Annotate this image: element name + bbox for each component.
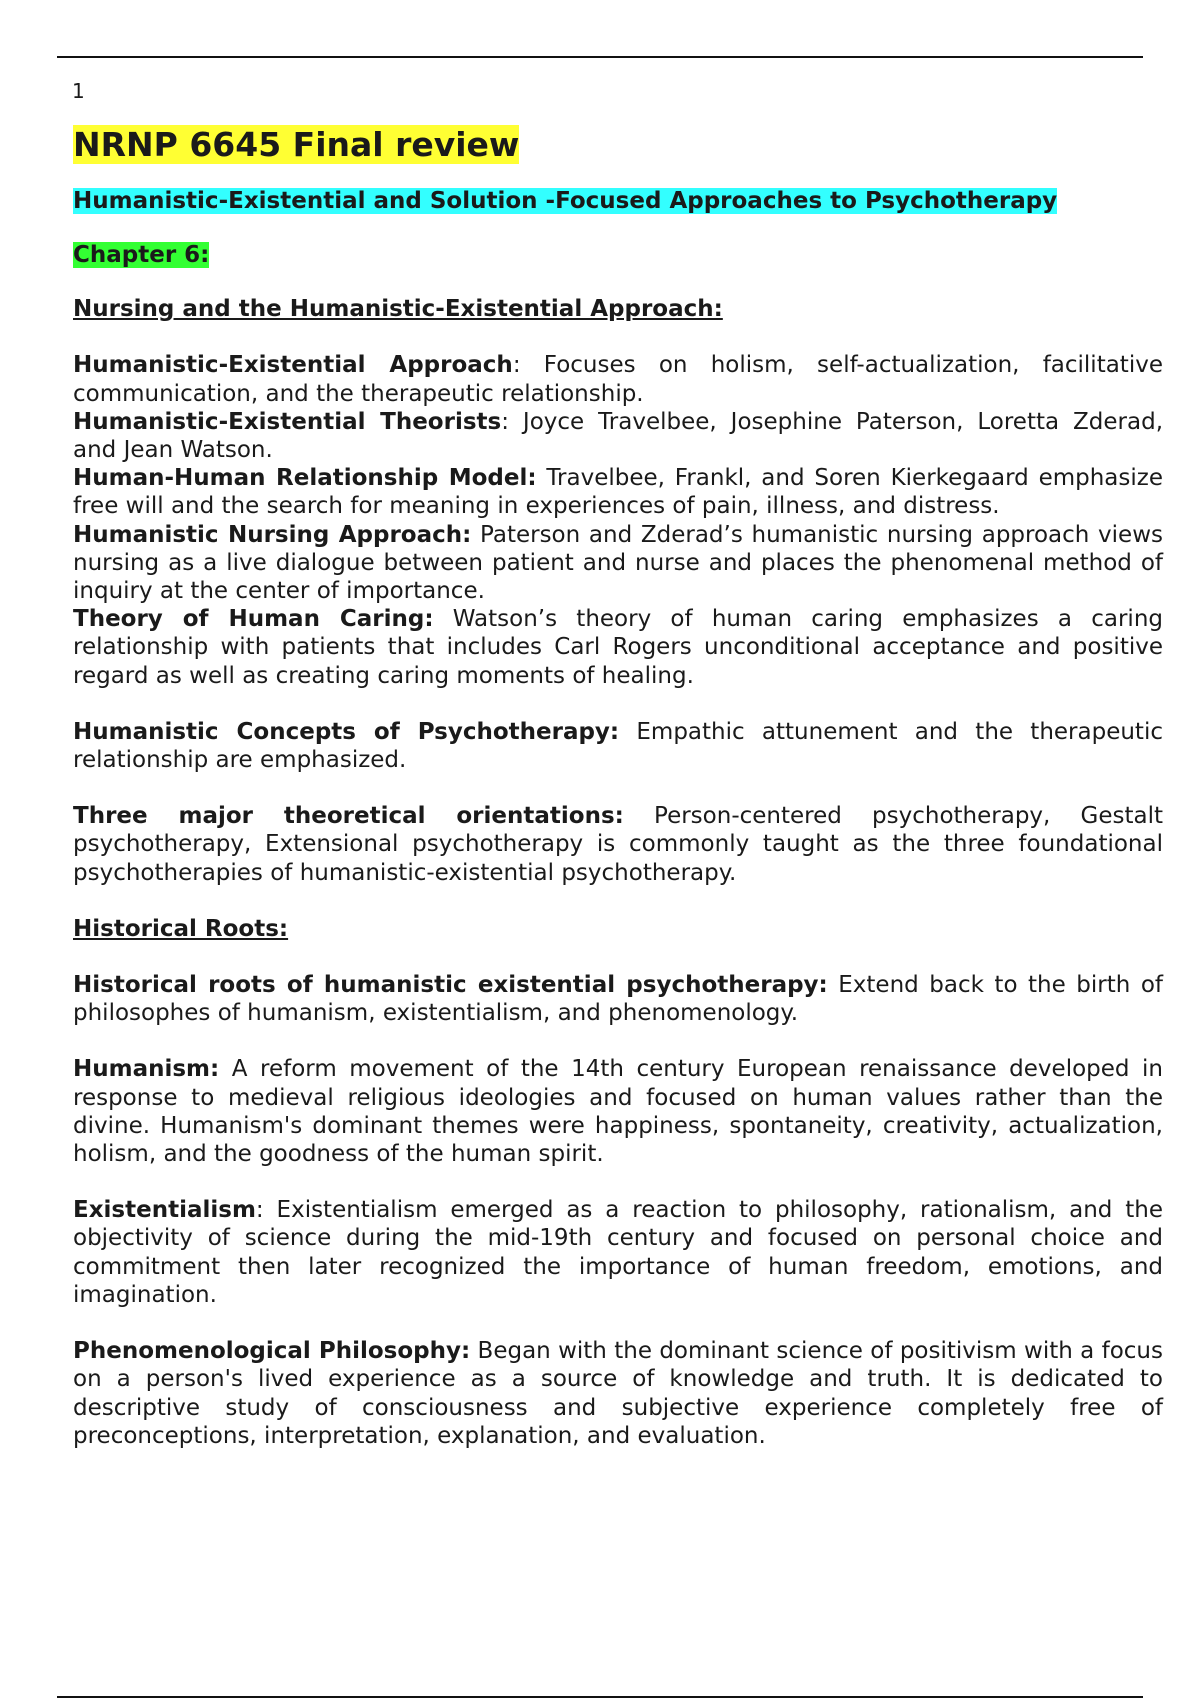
page-number: 1 [72, 79, 85, 103]
document-body [73, 125, 1163, 1450]
chapter-label: Chapter 6: [73, 242, 210, 268]
roots-paragraph: Historical roots of humanistic existential psychotherapy: Extend back to the birth of philosophes of humanism, existentialism, and phenomenology. [73, 972, 1163, 1027]
top-rule [57, 56, 1143, 58]
humanism-paragraph: Humanism: A reform movement of the 14th century European renaissance developed in response to medieval religious ideologies and focused on human values rather than the divine. Humanism's dominant themes were happiness, spontaneity, creativity, actualization, holism, and the goodness of the human spirit. [73, 1056, 1163, 1168]
definition-paragraph: Humanistic-Existential Theorists: Joyce Travelbee, Josephine Paterson, Loretta Zderad, and Jean Watson. [73, 408, 1164, 464]
phenomenology-paragraph: Phenomenological Philosophy: Began with the dominant science of positivism with a focus on a person's lived experience as a source of knowledge and truth. It is dedicated to descriptive study of consciousness and subjective experience completely free of preconceptions, interpretation, explanation, and evaluation. [73, 1338, 1163, 1449]
definition-paragraph: Human-Human Relationship Model: Travelbee, Frankl, and Soren Kierkegaard emphasize free will and the search for meaning in experiences of pain, illness, and distress. [73, 465, 1163, 520]
bottom-rule [57, 1696, 1143, 1698]
definition-paragraph: Humanistic Nursing Approach: Paterson and Zderad’s humanistic nursing approach views nursing as a live dialogue between patient and nurse and places the phenomenal method of inquiry at the center of importance. [73, 521, 1163, 605]
document-title: NRNP 6645 Final review [73, 125, 520, 164]
existentialism-paragraph: Existentialism: Existentialism emerged as a reaction to philosophy, rationalism, and the objectivity of science during the mid-19th century and focused on personal choice and commitment then later recognized the importance of human freedom, emotions, and imagination. [73, 1197, 1163, 1308]
orientations-paragraph: Three major theoretical orientations: Person-centered psychotherapy, Gestalt psychotherapy, Extensional psychotherapy is commonly taught as the three foundational psychotherapies of humanistic-existential psychotherapy. [73, 803, 1163, 886]
section-heading-historical-roots: Historical Roots: [73, 915, 289, 942]
definition-paragraph: Theory of Human Caring: Watson’s theory of human caring emphasizes a caring relationship with patients that includes Carl Rogers unconditional acceptance and positive regard as well as creating caring moments of healing. [73, 606, 1163, 689]
concepts-paragraph: Humanistic Concepts of Psychotherapy: Empathic attunement and the therapeutic relationship are emphasized. [73, 718, 1163, 774]
section-heading-nursing: Nursing and the Humanistic-Existential Approach: [73, 296, 723, 323]
document-subtitle: Humanistic-Existential and Solution -Focused Approaches to Psychotherapy [73, 188, 1058, 214]
definition-paragraph: Humanistic-Existential Approach: Focuses on holism, self-actualization, facilitative communication, and the therapeutic relationship. [73, 352, 1163, 407]
